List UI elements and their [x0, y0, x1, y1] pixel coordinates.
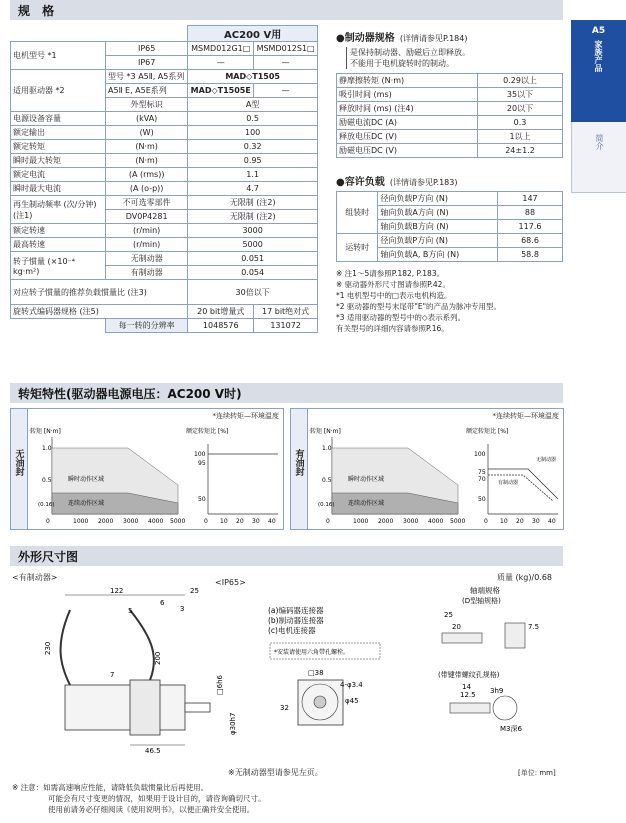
hex-note: *安装请使用六角带孔螺栓。 [274, 649, 350, 656]
brake-row-value: 0.3 [478, 116, 563, 130]
y-label-1: 转矩 [N·m] [310, 428, 341, 435]
inertia-val1: 0.051 [188, 252, 318, 266]
note-line: ※ 注1～5请参照P.182, P.183。 [336, 269, 445, 278]
x-tick: 4000 [148, 518, 164, 525]
load-row-value: 88 [498, 206, 563, 220]
note-line: ※ 驱动器外形尺寸图请参照P.42。 [336, 280, 450, 289]
load-row-value: 68.6 [498, 234, 563, 248]
nobrake-label-bg [11, 409, 28, 529]
frame-label: 外型标识 [106, 98, 188, 112]
cable-a [61, 610, 70, 685]
chart-note: *连续转矩—环境温度 [492, 412, 559, 420]
dim-12-5: 12.5 [460, 691, 476, 699]
enc-1: 20 bit增量式 [188, 305, 254, 319]
driver-label: 适用驱动器 *2 [11, 70, 106, 112]
y-tick: 0.5 [322, 477, 332, 484]
connector-c-label: (c)电机连接器 [268, 626, 316, 635]
dim-3: 3 [180, 605, 185, 613]
driver-2: MAD◇T1505E [188, 84, 254, 98]
x-tick: 20 [236, 518, 244, 525]
chart-note: *连续转矩—环境温度 [212, 412, 279, 420]
spec-head: AC200 V用 [188, 26, 318, 42]
row-unit: (N·m) [106, 140, 188, 154]
y-tick: 95 [198, 460, 206, 467]
load-row-value: 117.6 [498, 220, 563, 234]
brake-row-name: 释放电压DC (V) [337, 130, 478, 144]
row-unit: (N·m) [106, 154, 188, 168]
dim-pilot: φ30h7 [229, 712, 237, 735]
torque-title: 转矩特性(驱动器电源电压：AC200 V时) [18, 387, 242, 401]
row-value: 4.7 [188, 182, 318, 196]
front-shaft [314, 696, 326, 708]
header-bar [10, 0, 563, 20]
a5-label: A5Ⅱ, A5系列 [138, 72, 185, 81]
load-row-name: 轴向负载A, B方向 (N) [378, 248, 498, 262]
inertia-label: 转子惯量 (×10⁻⁴ kg·m²) [11, 252, 106, 280]
load-row-name: 轴向负载B方向 (N) [378, 220, 498, 234]
cable-b [130, 610, 154, 680]
frame: A型 [188, 98, 318, 112]
row-value: 1.1 [188, 168, 318, 182]
key-shaft [450, 703, 490, 713]
dim-5: 5 [128, 607, 133, 615]
ratio-label: 对应转子惯量的推荐负载惯量比 (注3) [11, 280, 188, 305]
row-value: 0.32 [188, 140, 318, 154]
dim-title: 外形尺寸图 [18, 550, 79, 564]
dim-7-5: 7.5 [528, 623, 540, 631]
y-tick: 75 [478, 469, 486, 476]
dim-25b: 25 [444, 611, 453, 619]
dim-square: □38 [308, 669, 324, 677]
footer-line: 使用前请务必仔细阅读《使用说明书》，以便正确并安全使用。 [48, 805, 255, 814]
load-ref: (详情请参见P.183) [389, 178, 458, 187]
regen-opt1: 不可选零部件 [106, 196, 188, 210]
brake-row-value: 24±1.2 [478, 144, 563, 158]
connector-b-label: (b)制动器连接器 [268, 616, 324, 625]
dim-46-5: 46.5 [145, 747, 161, 755]
torque-charts-left [28, 419, 282, 527]
y-tick: 0.5 [42, 477, 52, 484]
load-row-name: 轴向负载A方向 (N) [378, 206, 498, 220]
brake-row-name: 励磁电流DC (A) [337, 116, 478, 130]
x-tick: 0 [46, 518, 50, 525]
res-label: 每一转的分辨率 [106, 319, 188, 333]
row-name: 额定转矩 [11, 140, 106, 154]
x-tick: 3000 [403, 518, 419, 525]
brake-table [336, 73, 563, 158]
footer-line: ※ 注意：如需高速响应性能，请降低负载惯量比后再使用。 [12, 783, 209, 792]
cont-label: 连续动作区域 [348, 500, 385, 507]
brake-desc2: 不能用于电机旋转时的制动。 [350, 59, 454, 68]
brake-line-label: 无制动器 [536, 457, 557, 463]
note-line: *3 适用驱动器的型号中的◇表示系列。 [336, 313, 466, 322]
row-name: 额定转速 [11, 224, 106, 238]
dim-shaft: □6h6 [216, 675, 224, 695]
ip67: IP67 [106, 56, 188, 70]
y-tick: 50 [198, 496, 206, 503]
x-tick: 1000 [73, 518, 89, 525]
res-1: 1048576 [188, 319, 254, 333]
load-title: ●容许负载 [336, 177, 385, 188]
motor-shaft [185, 703, 210, 712]
torque-header [10, 383, 563, 403]
dim-6: 6 [160, 599, 165, 607]
row-value: 100 [188, 126, 318, 140]
brake-row-name: 吸引时间 (ms) [337, 88, 478, 102]
peak-label: 瞬时动作区域 [68, 476, 105, 483]
load-row-value: 147 [498, 192, 563, 206]
brake-desc1: 是保持制动器、励磁后立即释放。 [350, 48, 470, 57]
row-unit: (r/min) [106, 238, 188, 252]
x-tick: 30 [532, 518, 540, 525]
page-title: 规 格 [18, 4, 59, 18]
cont-label: 连续动作区域 [68, 500, 105, 507]
x-tick: 2000 [378, 518, 394, 525]
x-tick: 4000 [428, 518, 444, 525]
inertia-opt2: 有制动器 [106, 266, 188, 280]
y-label-2: 额定转矩比 [%] [466, 428, 509, 435]
a5e-label: A5Ⅱ E, A5E系列 [106, 84, 188, 98]
regen-label: 再生制动频率 (次/分钟) (注1) [11, 196, 106, 224]
brake-title: ●制动器规格 [336, 33, 395, 44]
type-label: 型号 *3 [108, 72, 136, 81]
x-tick: 0 [326, 518, 330, 525]
note-line: *1 电机型号中的□表示电机构造。 [336, 291, 452, 300]
y-tick: 100 [194, 451, 206, 458]
load-row-value: 58.8 [498, 248, 563, 262]
dim-m3: M3深6 [500, 725, 522, 733]
load-row-name: 径向负载P方向 (N) [378, 234, 498, 248]
regen-opt2: DV0P4281 [106, 210, 188, 224]
y-tick: (0.16) [318, 502, 335, 508]
brake-row-value: 0.29以上 [478, 74, 563, 88]
torque-charts-right [308, 419, 562, 527]
withbrake-label: 有油封 [293, 449, 304, 476]
driver-a5 [106, 70, 188, 84]
dim-header [10, 546, 563, 566]
withbrake-label-bg [291, 409, 308, 529]
row-name: 瞬时最大转矩 [11, 154, 106, 168]
brake-ref: (详情请参见P.184) [399, 34, 468, 43]
temp-line-nobrake [488, 475, 553, 501]
dim-phi45: φ45 [345, 697, 359, 705]
brake-row-name: 静摩擦转矩 (N·m) [337, 74, 478, 88]
y-tick: (0.16) [38, 502, 55, 508]
dash: — [188, 56, 254, 70]
note-line: *2 驱动器的型号末尾带"E"的产品为脉冲专用型。 [336, 302, 502, 311]
dimension-drawing [10, 585, 565, 765]
peak-label: 瞬时动作区域 [348, 476, 385, 483]
regen-val2: 无限制 (注2) [188, 210, 318, 224]
x-tick: 3000 [123, 518, 139, 525]
d-shaft-end [505, 623, 525, 648]
footer [12, 782, 266, 815]
d-shaft [442, 633, 482, 643]
x-tick: 10 [500, 518, 508, 525]
connector-a-label: (a)编码器连接器 [268, 606, 324, 615]
model-1: MSMD012G1□ [188, 42, 254, 56]
row-unit: (W) [106, 126, 188, 140]
x-tick: 40 [268, 518, 276, 525]
dim-32: 32 [280, 704, 289, 712]
brake-section [336, 26, 566, 158]
key-end [493, 696, 517, 720]
row-unit: (r/min) [106, 224, 188, 238]
no-brake-ref: ※无制动器型请参见左页。 [228, 768, 323, 777]
unit-label: [单位: mm] [518, 769, 556, 777]
row-name: 瞬时最大电流 [11, 182, 106, 196]
row-unit: (A (rms)) [106, 168, 188, 182]
x-tick: 5000 [450, 518, 466, 525]
spec-table [10, 25, 318, 333]
key-title: (带键带螺纹孔规格) [438, 671, 500, 679]
torque-speed-chart-2 [310, 427, 465, 525]
brake-row-value: 20以下 [478, 102, 563, 116]
y-tick: 50 [478, 496, 486, 503]
dim-200: 200 [154, 651, 162, 665]
side-tab-intro[interactable] [571, 122, 626, 193]
nobrake-label: 无油封 [13, 449, 24, 476]
x-tick: 1000 [353, 518, 369, 525]
load-group-1: 组装时 [337, 192, 378, 234]
row-value: 0.95 [188, 154, 318, 168]
model-2: MSMD012S1□ [254, 42, 318, 56]
dim-brake: <有制动器> [12, 573, 58, 582]
y-tick: 1.0 [322, 445, 332, 452]
brake-desc [346, 47, 566, 69]
dim-25: 25 [190, 587, 199, 595]
ip65: IP65 [106, 42, 188, 56]
motor-flange [130, 680, 160, 735]
ratio: 30倍以下 [188, 280, 318, 305]
load-row-name: 径向负载P方向 (N) [378, 192, 498, 206]
dim-ip: <IP65> [215, 578, 246, 587]
load-group-2: 运转时 [337, 234, 378, 262]
row-unit: (A (o-p)) [106, 182, 188, 196]
shaft-title: 轴端规格 [470, 586, 500, 595]
dim-mass: 质量 (kg)/0.68 [497, 573, 553, 582]
withbrake-line-label: 有制动器 [498, 480, 519, 486]
chart-box-left [10, 408, 284, 530]
y-tick: 70 [478, 476, 486, 483]
brake-row-name: 释放时间 (ms) (注4) [337, 102, 478, 116]
side-tab2-label: 简介 [595, 134, 604, 150]
side-tab-label: 家族产品 [594, 40, 603, 72]
shaft-d: (D型轴规格) [462, 597, 501, 605]
x-tick: 2000 [98, 518, 114, 525]
enc-2: 17 bit绝对式 [254, 305, 318, 319]
y-label-1: 转矩 [N·m] [30, 428, 61, 435]
dim-3h9: 3h9 [490, 687, 504, 695]
x-tick: 5000 [170, 518, 186, 525]
regen-val1: 无限制 (注2) [188, 196, 318, 210]
dim-122: 122 [110, 587, 124, 595]
x-tick: 0 [204, 518, 208, 525]
temp-chart-right [466, 427, 558, 525]
footer-line: 可能会有尺寸变更的情况，如果用于设计目的，请咨询确切尺寸。 [48, 794, 266, 803]
dim-14: 14 [462, 683, 471, 691]
dim-230: 230 [44, 641, 52, 655]
row-name: 最高转速 [11, 238, 106, 252]
row-value: 0.5 [188, 112, 318, 126]
x-tick: 10 [220, 518, 228, 525]
inertia-opt1: 无制动器 [106, 252, 188, 266]
torque-speed-chart [30, 427, 185, 525]
res-2: 131072 [254, 319, 318, 333]
motor-model-label: 电机型号 *1 [11, 42, 106, 70]
dim-holes: 4-φ3.4 [340, 681, 363, 689]
enc-label: 旋转式编码器规格 (注5) [11, 305, 188, 319]
brake-row-name: 励磁电压DC (V) [337, 144, 478, 158]
dash: — [254, 56, 318, 70]
row-unit: (kVA) [106, 112, 188, 126]
dim-20: 20 [452, 623, 461, 631]
chart-box-right [290, 408, 564, 530]
y-tick: 100 [474, 451, 486, 458]
row-name: 额定输出 [11, 126, 106, 140]
x-tick: 40 [548, 518, 556, 525]
y-label-2: 额定转矩比 [%] [186, 428, 229, 435]
motor-body [65, 685, 185, 730]
brake-row-value: 35以下 [478, 88, 563, 102]
x-tick: 30 [252, 518, 260, 525]
row-name: 电源设备容量 [11, 112, 106, 126]
row-name: 额定电流 [11, 168, 106, 182]
dim-7: 7 [110, 671, 115, 679]
brake-row-value: 1以上 [478, 130, 563, 144]
dash: — [254, 84, 318, 98]
note-line: 有关型号的详细内容请参照P.16。 [336, 324, 449, 333]
driver-1: MAD◇T1505 [188, 70, 318, 84]
temp-chart-left [186, 427, 278, 525]
side-tab-code: A5 [591, 26, 606, 36]
row-value: 3000 [188, 224, 318, 238]
side-tab-family[interactable] [571, 20, 626, 122]
inertia-val2: 0.054 [188, 266, 318, 280]
row-value: 5000 [188, 238, 318, 252]
y-tick: 1.0 [42, 445, 52, 452]
load-table [336, 191, 563, 262]
load-section [336, 170, 566, 262]
notes [336, 268, 566, 334]
x-tick: 20 [516, 518, 524, 525]
x-tick: 0 [484, 518, 488, 525]
